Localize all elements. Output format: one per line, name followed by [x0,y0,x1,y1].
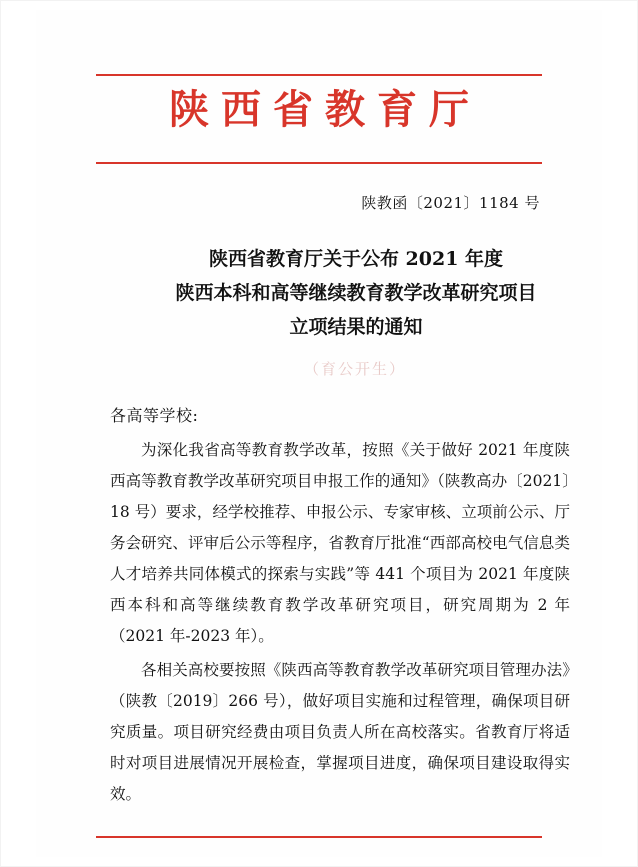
masthead-top-rule [96,74,542,76]
watermark-text: （育公开生） [303,360,406,378]
salutation: 各高等学校: [110,406,199,425]
body-paragraph-1: 为深化我省高等教育教学改革，按照《关于做好 2021 年度陕西高等教育教学改革研究项目申报工作的通知》（陕教高办〔2021〕18 号）要求，经学校推荐、申报公示、专家审核、立项前公示、厅务会研究、评审后公示等程序，省教育厅批准“西部高校电气信息类人才培养共同体模式的探索与实践”等 441 个项目为 2021 年度陕西本科和高等继续教育教学改革研究项目，研究周期为 2 年（2021 年-2023 年）。 [110,441,570,645]
document-title-line-3: 立项结果的通知 [289,316,423,338]
masthead-bottom-rule [96,162,542,164]
paper-sheet [36,10,602,857]
footer-rule [96,836,542,838]
issuing-authority-title: 陕西省教育厅 [169,86,481,133]
document-number: 陕教函〔2021〕1184 号 [361,194,540,212]
masthead [96,88,542,132]
document-title-line-2: 陕西本科和高等继续教育教学改革研究项目 [175,282,537,304]
body-paragraph-2: 各相关高校要按照《陕西高等教育教学改革研究项目管理办法》（陕教〔2019〕266 号），做好项目实施和过程管理，确保项目研究质量。项目研究经费由项目负责人所在高校落实。省教育厅将适时对项目进展情况开展检查，掌握项目进度，确保项目建设取得实效。 [110,661,570,803]
document-title-line-1: 陕西省教育厅关于公布 2021 年度 [208,248,504,270]
document-title [106,242,606,344]
document-body [110,435,570,813]
